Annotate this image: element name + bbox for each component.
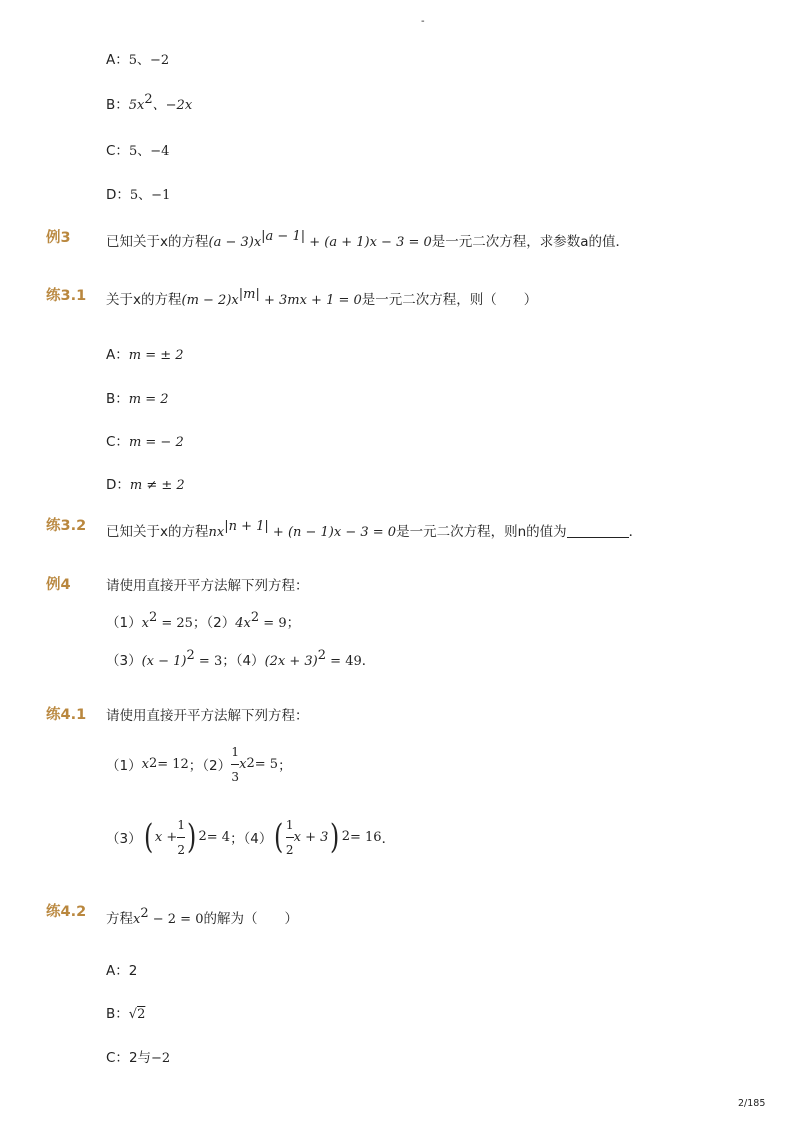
page-number: 2/185	[738, 1098, 766, 1109]
option-d: D：5、−1	[106, 187, 171, 203]
option-d: D：m ≠ ± 2	[106, 477, 185, 493]
practice-3-2-text: 已知关于x的方程$nx^{|n + 1|} + (n - 1)x - 3 = 0$是一元二次方程，则n的值为 ．	[106, 519, 643, 540]
example-4-label: 例4	[46, 577, 71, 593]
fraction: $\frac{1}{3}$	[231, 744, 239, 784]
example-4-line-2: $(3)(x - 1)^2 = 3$；$(4)(2x + 3)^2 = 49$．	[106, 648, 376, 669]
option-a: A：2	[106, 963, 138, 979]
example-3-text: 已知关于x的方程$(a - 3)x^{|a - 1|} + (a + 1)x - 3 = 0$是一元二次方程，求参数a的值．	[106, 229, 630, 250]
option-b: B：√2	[106, 1006, 146, 1022]
option-c: C：m = − 2	[106, 434, 184, 450]
practice-3-1-text: 关于x的方程$(m - 2)x^{|m|} + 3mx + 1 = 0$是一元二次方程，则（ ）	[106, 287, 538, 308]
practice-4-2-text: 方程$x^2 - 2 = 0$的解为（ ）	[106, 906, 298, 927]
practice-4-1-prompt: 请使用直接开平方法解下列方程：	[106, 708, 309, 724]
fraction: $\frac{1}{2}$	[177, 817, 186, 857]
practice-4-1-label: 练4.1	[46, 707, 87, 723]
square-root: √2	[128, 1007, 146, 1022]
option-a: A：5、−2	[106, 52, 170, 68]
example-3-label: 例3	[46, 230, 71, 246]
option-a: A：m = ± 2	[106, 347, 184, 363]
header-mark: -	[421, 16, 425, 27]
option-c: C：2与−2	[106, 1050, 171, 1066]
practice-3-1-label: 练3.1	[46, 288, 87, 304]
example-4-prompt: 请使用直接开平方法解下列方程：	[106, 578, 309, 594]
fraction: $\frac{1}{2}$	[285, 817, 294, 857]
practice-4-2-label: 练4.2	[46, 904, 87, 920]
practice-4-1-line-1: （1） x 2 = 12 ；（2） $\frac{1}{3}$ x 2 = 5 ；	[106, 735, 292, 793]
practice-3-2-label: 练3.2	[46, 518, 87, 534]
answer-blank	[567, 525, 629, 538]
option-c: C：5、−4	[106, 143, 170, 159]
option-b: B：$5x^2$、−2x	[106, 92, 193, 113]
example-4-line-1: $(1)x^2 = 25$；$(2)4x^2 = 9$；	[106, 610, 301, 631]
practice-4-1-line-2: （3） ( x + $\frac{1}{2}$ ) 2 = 4 ；（4） ( $\frac{1}{2}$ x + 3 ) 2 = 16 ．	[106, 808, 395, 866]
option-b: B：m = 2	[106, 391, 169, 407]
